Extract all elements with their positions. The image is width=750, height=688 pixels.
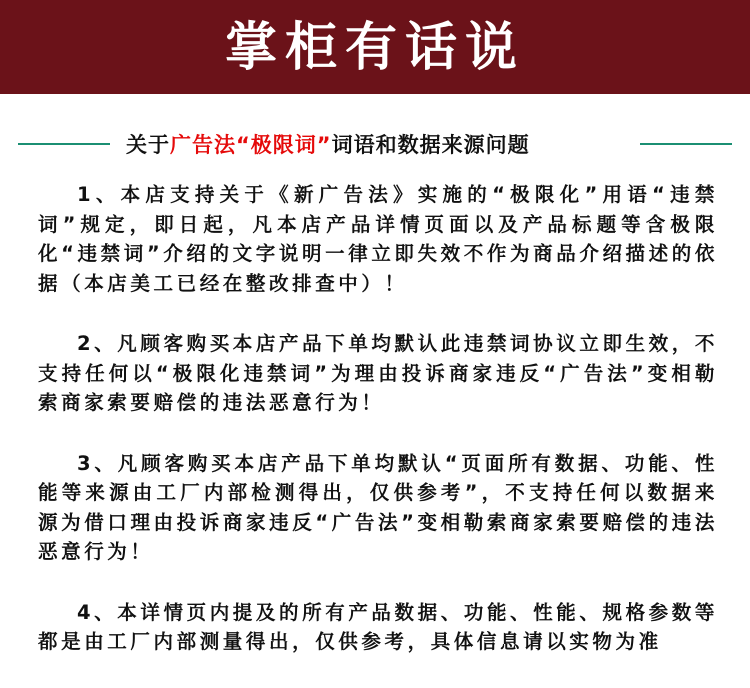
- divider-left: [18, 143, 110, 145]
- subheading-highlight: 广告法“极限词”: [170, 133, 332, 157]
- notice-paragraph-2: 2、凡顾客购买本店产品下单均默认此违禁词协议立即生效，不支持任何以“极限化违禁词”为理由投诉商家违反“广告法”变相勒索商家索要赔偿的违法恶意行为！: [38, 332, 718, 414]
- subheading-prefix: 关于: [126, 133, 170, 157]
- subheading-row: [0, 124, 750, 164]
- divider-right: [640, 143, 732, 145]
- header-banner: [0, 0, 750, 94]
- notice-paragraph-4: 4、本详情页内提及的所有产品数据、功能、性能、规格参数等都是由工厂内部测量得出，仅供参考，具体信息请以实物为准: [38, 600, 718, 653]
- banner-title: 掌柜有话说: [224, 18, 525, 78]
- notice-body: [38, 180, 718, 688]
- notice-paragraph-3: 3、凡顾客购买本店产品下单均默认“页面所有数据、功能、性能等来源由工厂内部检测得出，仅供参考”，不支持任何以数据来源为借口理由投诉商家违反“广告法”变相勒索商家索要赔偿的违法恶意行为！: [38, 451, 718, 563]
- subheading-suffix: 词语和数据来源问题: [331, 133, 530, 157]
- subheading: [126, 129, 530, 159]
- notice-paragraph-1: 1、本店支持关于《新广告法》实施的“极限化”用语“违禁词”规定，即日起，凡本店产品详情页面以及产品标题等含极限化“违禁词”介绍的文字说明一律立即失效不作为商品介绍描述的依据（本店美工已经在整改排查中）！: [38, 183, 718, 295]
